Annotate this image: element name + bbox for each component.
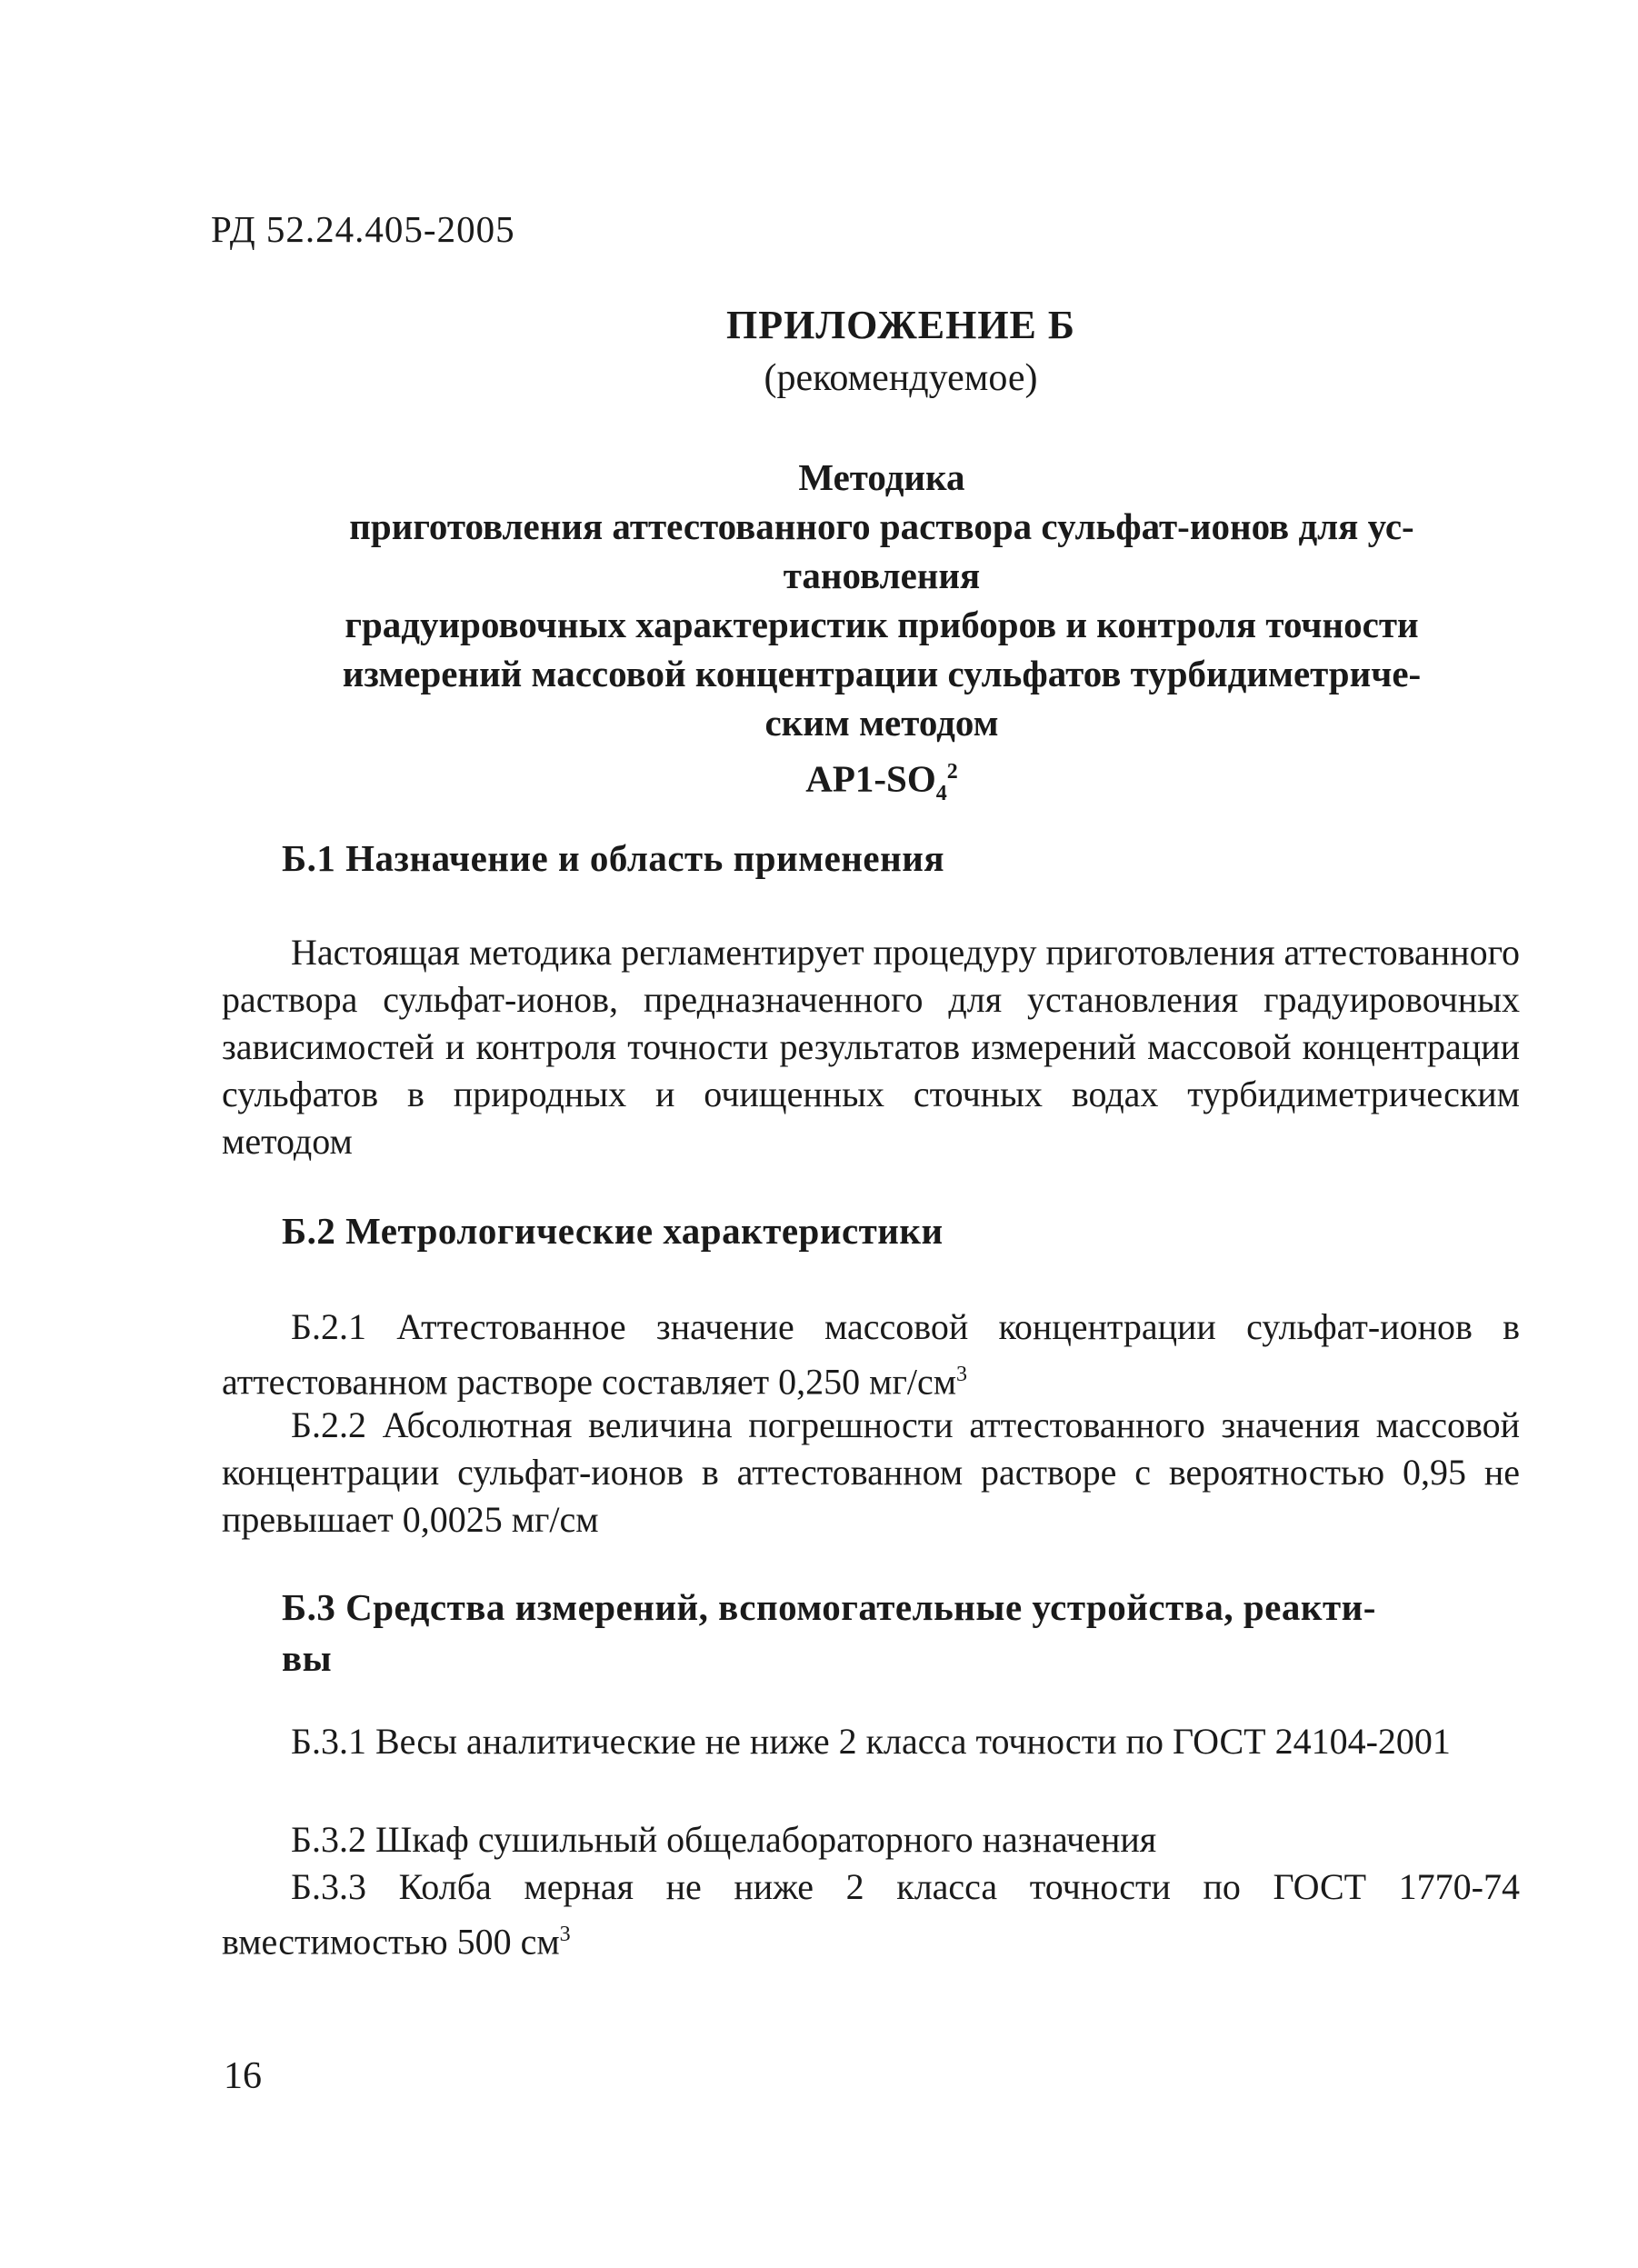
item-b3-1-text: Б.3.1 Весы аналитические не ниже 2 класса точности по ГОСТ 24104-2001 (291, 1721, 1451, 1762)
item-b2-1 (222, 1304, 1520, 1405)
page-number: 16 (224, 2055, 262, 2097)
appendix-note: (рекомендуемое) (764, 357, 1038, 399)
method-title-line: Методика (798, 456, 965, 498)
item-b3-3-sup: 3 (559, 1923, 571, 1946)
item-b2-1-sup: 3 (956, 1363, 968, 1386)
method-title-line: измерений массовой концентрации сульфатов турбидиметриче- (342, 653, 1422, 694)
method-code (245, 747, 1518, 818)
method-title-line: градуировочных характеристик приборов и контроля точности (345, 604, 1419, 645)
item-b3-2-text: Б.3.2 Шкаф сушильный общелабораторного назначения (291, 1819, 1157, 1860)
method-code-sup: 2 (946, 760, 958, 784)
item-b3-2 (222, 1816, 1520, 1863)
item-b2-2 (222, 1402, 1520, 1544)
method-title-line: приготовления аттестованного раствора сульфат-ионов для ус- (349, 505, 1414, 547)
section-heading-b3 (282, 1582, 1536, 1684)
item-b3-1 (222, 1718, 1520, 1765)
document-code: РД 52.24.405-2005 (211, 208, 515, 250)
item-b2-1-text: Б.2.1 Аттестованное значение массовой концентрации сульфат-ионов в аттестованном растворе составляет 0,250 мг/см (222, 1306, 1520, 1403)
method-title (245, 453, 1518, 818)
method-code-base: АР1-SO (805, 757, 936, 800)
section-heading-b2: Б.2 Метрологические характеристики (282, 1210, 944, 1252)
method-code-sub: 4 (935, 781, 947, 805)
method-title-line: тановления (783, 555, 981, 596)
appendix-title: ПРИЛОЖЕНИЕ Б (726, 303, 1075, 347)
section-b3-heading-line1: Б.3 Средства измерений, вспомогательные устройства, реакти- (282, 1586, 1376, 1628)
item-b3-3 (222, 1863, 1520, 1965)
item-b2-2-text: Б.2.2 Абсолютная величина погрешности аттестованного значения массовой концентрации сульфат-ионов в аттестованном растворе с вероятностью 0,95 не превышает 0,0025 мг/см (222, 1404, 1520, 1540)
section-b1-text: Настоящая методика регламентирует процедуру приготовления аттестованного раствора сульфат-ионов, предназначенного для установления градуировочных зависимостей и контроля точности результатов измерений массовой концентрации сульфатов в природных и очищенных сточных водах турбидиметрическим методом (222, 932, 1520, 1162)
method-title-line: ским методом (764, 702, 999, 744)
section-b1-paragraph (222, 929, 1520, 1165)
section-heading-b1: Б.1 Назначение и область применения (282, 837, 945, 879)
item-b3-3-text: Б.3.3 Колба мерная не ниже 2 класса точности по ГОСТ 1770-74 вместимостью 500 см (222, 1866, 1520, 1963)
section-b3-heading-line2: вы (282, 1637, 333, 1679)
